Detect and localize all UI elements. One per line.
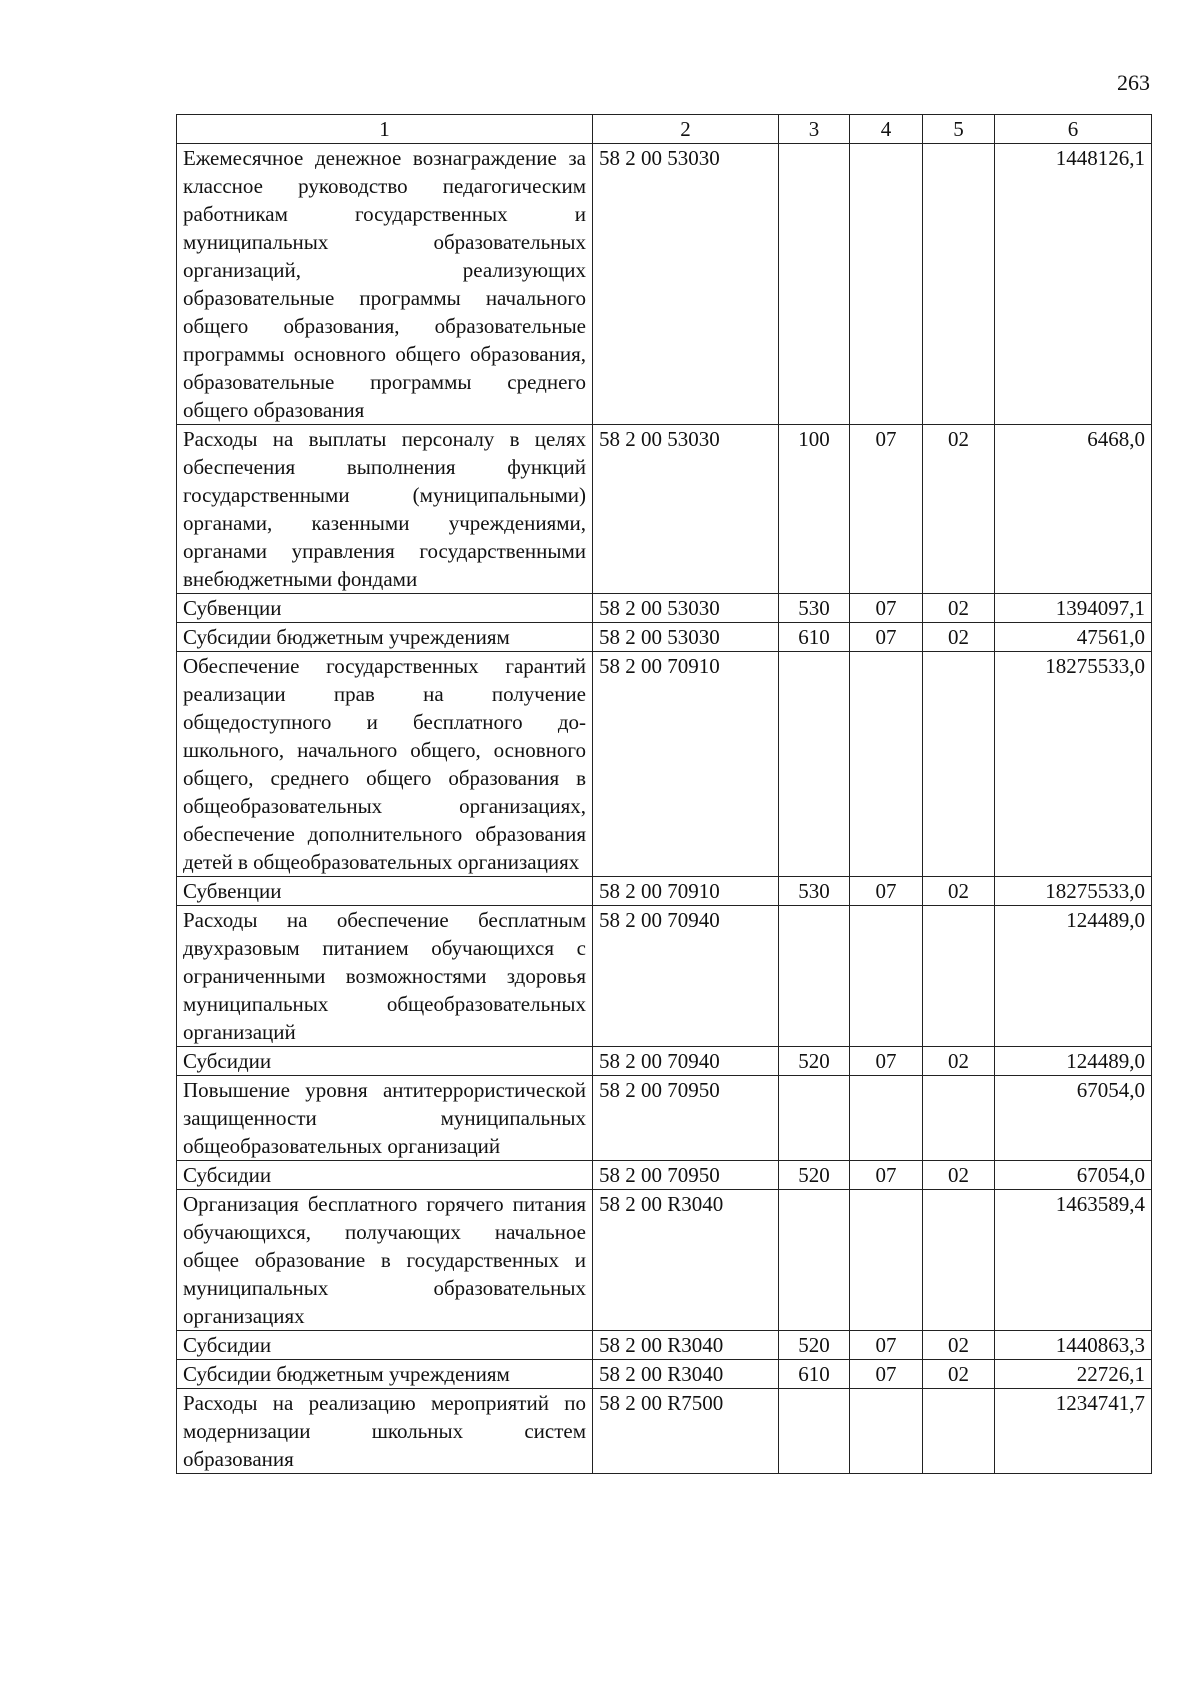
row-amount-cell: 6468,0 [995, 425, 1152, 594]
row-code-cell: 58 2 00 R3040 [593, 1331, 779, 1360]
row-name-cell: Субсидии бюджетным учреждениям [177, 1360, 593, 1389]
row-subsection-cell [923, 1076, 995, 1161]
table-row [177, 425, 1152, 594]
row-subsection-cell [923, 906, 995, 1047]
row-expense-type-cell: 610 [779, 623, 850, 652]
row-expense-type-cell [779, 906, 850, 1047]
row-subsection-cell [923, 652, 995, 877]
row-expense-type-cell: 520 [779, 1047, 850, 1076]
row-amount-cell: 1440863,3 [995, 1331, 1152, 1360]
row-code-cell: 58 2 00 53030 [593, 594, 779, 623]
row-section-cell: 07 [850, 1047, 923, 1076]
header-cell: 4 [850, 115, 923, 144]
row-name-cell: Субсидии [177, 1161, 593, 1190]
row-amount-cell: 67054,0 [995, 1161, 1152, 1190]
row-subsection-cell: 02 [923, 1331, 995, 1360]
row-subsection-cell: 02 [923, 1360, 995, 1389]
row-expense-type-cell: 530 [779, 594, 850, 623]
row-section-cell: 07 [850, 623, 923, 652]
row-subsection-cell [923, 1190, 995, 1331]
row-subsection-cell: 02 [923, 594, 995, 623]
row-code-cell: 58 2 00 R3040 [593, 1360, 779, 1389]
row-name-cell: Субсидии бюджетным учреждениям [177, 623, 593, 652]
row-code-cell: 58 2 00 70950 [593, 1076, 779, 1161]
row-code-cell: 58 2 00 70910 [593, 877, 779, 906]
row-amount-cell: 1234741,7 [995, 1389, 1152, 1474]
row-section-cell [850, 1190, 923, 1331]
header-cell: 1 [177, 115, 593, 144]
row-amount-cell: 1448126,1 [995, 144, 1152, 425]
row-amount-cell: 18275533,0 [995, 652, 1152, 877]
table-row [177, 623, 1152, 652]
table-row [177, 1161, 1152, 1190]
table-row [177, 144, 1152, 425]
row-section-cell: 07 [850, 425, 923, 594]
row-name-cell: Расходы на реализацию мероприятий по модернизации школьных систем образования [177, 1389, 593, 1474]
row-section-cell [850, 1389, 923, 1474]
table-row [177, 1360, 1152, 1389]
table-row [177, 906, 1152, 1047]
row-expense-type-cell [779, 144, 850, 425]
row-amount-cell: 18275533,0 [995, 877, 1152, 906]
row-name-cell: Ежемесячное денежное вознаграждение за классное руководство педагогическим работникам государственных и муниципальных образовательных организаций, реализующих образовательные программы начального общего образования, образовательные программы основного общего образования, образовательные программы среднего общего образования [177, 144, 593, 425]
header-cell: 5 [923, 115, 995, 144]
header-cell: 2 [593, 115, 779, 144]
table-row [177, 1190, 1152, 1331]
header-row [177, 115, 1152, 144]
row-code-cell: 58 2 00 70950 [593, 1161, 779, 1190]
row-expense-type-cell: 530 [779, 877, 850, 906]
row-section-cell [850, 906, 923, 1047]
row-code-cell: 58 2 00 70940 [593, 1047, 779, 1076]
row-name-cell: Субвенции [177, 594, 593, 623]
row-subsection-cell: 02 [923, 623, 995, 652]
row-section-cell [850, 1076, 923, 1161]
row-section-cell: 07 [850, 1161, 923, 1190]
row-amount-cell: 1394097,1 [995, 594, 1152, 623]
budget-table [176, 114, 1152, 1474]
row-section-cell [850, 144, 923, 425]
row-amount-cell: 22726,1 [995, 1360, 1152, 1389]
row-section-cell: 07 [850, 594, 923, 623]
table-row [177, 1389, 1152, 1474]
row-expense-type-cell: 520 [779, 1331, 850, 1360]
row-name-cell: Субсидии [177, 1047, 593, 1076]
row-amount-cell: 67054,0 [995, 1076, 1152, 1161]
row-name-cell: Субсидии [177, 1331, 593, 1360]
row-expense-type-cell [779, 652, 850, 877]
row-expense-type-cell: 610 [779, 1360, 850, 1389]
row-section-cell [850, 652, 923, 877]
row-code-cell: 58 2 00 R3040 [593, 1190, 779, 1331]
row-subsection-cell: 02 [923, 1161, 995, 1190]
row-code-cell: 58 2 00 53030 [593, 144, 779, 425]
row-name-cell: Повышение уровня антитеррористической защищенности муниципальных общеобразовательных организаций [177, 1076, 593, 1161]
table-row [177, 1331, 1152, 1360]
row-name-cell: Расходы на обеспечение бесплатным двухразовым питанием обучающихся с ограниченными возможностями здоровья муниципальных общеобразовательных организаций [177, 906, 593, 1047]
table-row [177, 1047, 1152, 1076]
table-body [177, 144, 1152, 1474]
row-code-cell: 58 2 00 70940 [593, 906, 779, 1047]
row-subsection-cell: 02 [923, 877, 995, 906]
row-expense-type-cell [779, 1389, 850, 1474]
row-code-cell: 58 2 00 R7500 [593, 1389, 779, 1474]
row-name-cell: Организация бесплатного горячего питания обучающихся, получающих начальное общее образование в государственных и муниципальных образовательных организациях [177, 1190, 593, 1331]
row-expense-type-cell [779, 1076, 850, 1161]
row-code-cell: 58 2 00 53030 [593, 425, 779, 594]
row-name-cell: Расходы на выплаты персоналу в целях обеспечения выполнения функций государственными (муниципальными) органами, казенными учреждениями, органами управления государственными внебюджетными фондами [177, 425, 593, 594]
row-subsection-cell: 02 [923, 425, 995, 594]
row-section-cell: 07 [850, 877, 923, 906]
page-number: 263 [1117, 70, 1150, 95]
table-row [177, 877, 1152, 906]
row-name-cell: Субвенции [177, 877, 593, 906]
row-amount-cell: 47561,0 [995, 623, 1152, 652]
row-subsection-cell [923, 1389, 995, 1474]
row-amount-cell: 124489,0 [995, 1047, 1152, 1076]
row-amount-cell: 124489,0 [995, 906, 1152, 1047]
row-section-cell: 07 [850, 1331, 923, 1360]
header-cell: 3 [779, 115, 850, 144]
table-row [177, 1076, 1152, 1161]
header-cell: 6 [995, 115, 1152, 144]
row-expense-type-cell [779, 1190, 850, 1331]
row-name-cell: Обеспечение государственных гарантий реализации прав на получение общедоступного и бесплатного дошкольного, начального общего, основного общего, среднего общего образования в общеобразовательных организациях, обеспечение дополнительного образования детей в общеобразовательных организациях [177, 652, 593, 877]
row-expense-type-cell: 520 [779, 1161, 850, 1190]
table-row [177, 652, 1152, 877]
row-subsection-cell [923, 144, 995, 425]
row-subsection-cell: 02 [923, 1047, 995, 1076]
row-code-cell: 58 2 00 53030 [593, 623, 779, 652]
row-section-cell: 07 [850, 1360, 923, 1389]
row-expense-type-cell: 100 [779, 425, 850, 594]
row-code-cell: 58 2 00 70910 [593, 652, 779, 877]
table-row [177, 594, 1152, 623]
row-amount-cell: 1463589,4 [995, 1190, 1152, 1331]
